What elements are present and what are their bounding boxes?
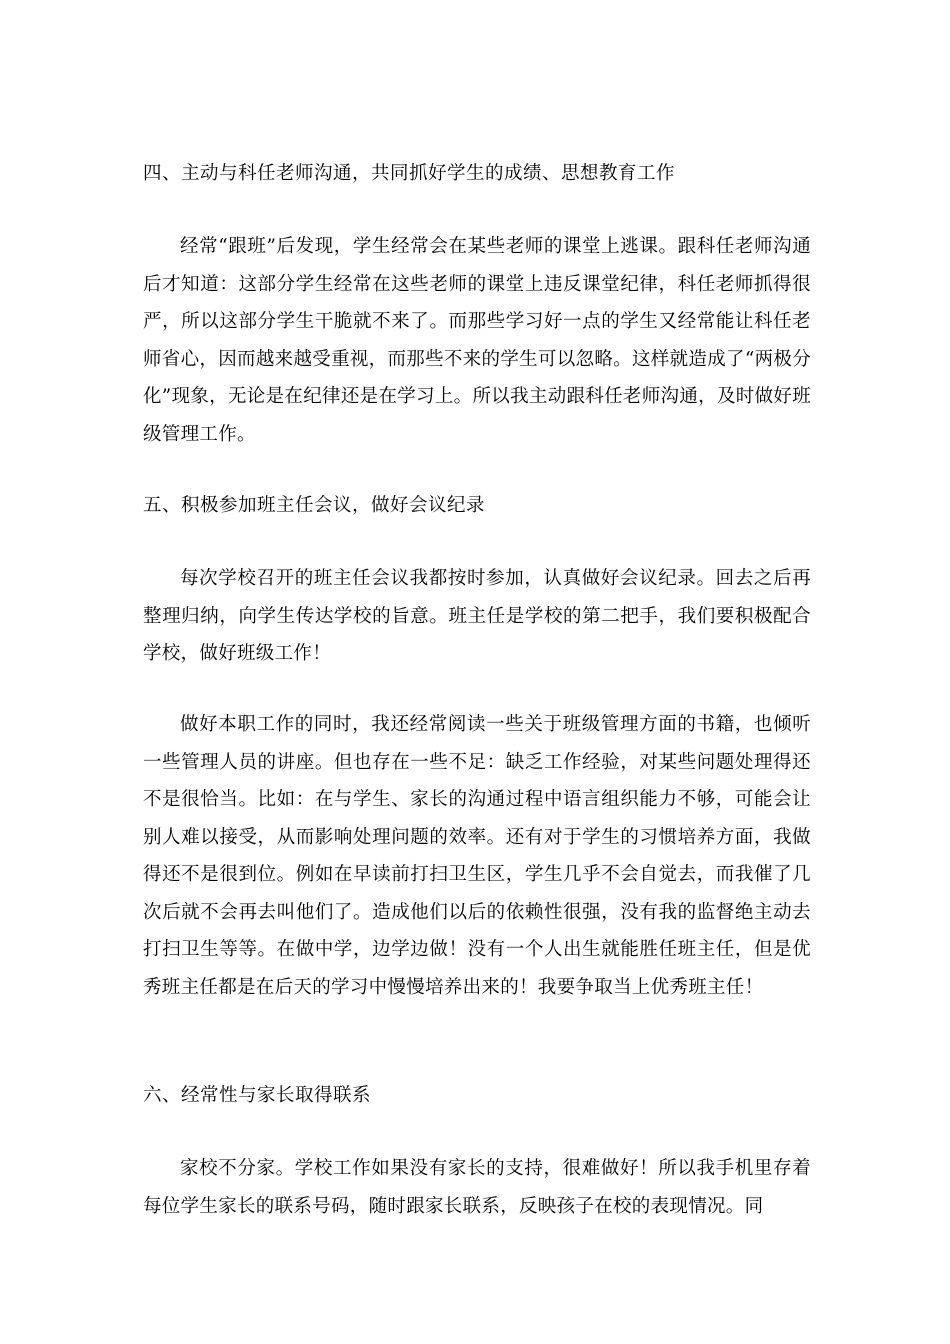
section-5-heading: 五、积极参加班主任会议，做好会议纪录	[143, 495, 486, 516]
section-4-paragraph: 经常“跟班”后发现，学生经常会在某些老师的课堂上逃课。跟科任老师沟通后才知道：这部分学生经常在这些老师的课堂上违反课堂纪律，科任老师抓得很严，所以这部分学生干脆就不来了。而那些学习好一点的学生又经常能让科任老师省心，因而越来越受重视，而那些不来的学生可以忽略。这样就造成了“两极分化”现象，无论是在纪律还是在学习上。所以我主动跟科任老师沟通，及时做好班级管理工作。	[143, 236, 811, 445]
section-6-paragraph: 家校不分家。学校工作如果没有家长的支持，很难做好！所以我手机里存着每位学生家长的联系号码，随时跟家长联系，反映孩子在校的表现情况。同	[143, 1158, 811, 1217]
section-4-heading: 四、主动与科任老师沟通，共同抓好学生的成绩、思想教育工作	[143, 163, 676, 184]
reflection-paragraph: 做好本职工作的同时，我还经常阅读一些关于班级管理方面的书籍，也倾听一些管理人员的讲座。但也存在一些不足：缺乏工作经验，对某些问题处理得还不是很恰当。比如：在与学生、家长的沟通过程中语言组织能力不够，可能会让别人难以接受，从而影响处理问题的效率。还有对于学生的习惯培养方面，我做得还不是很到位。例如在早读前打扫卫生区，学生几乎不会自觉去，而我催了几次后就不会再去叫他们了。造成他们以后的依赖性很强，没有我的监督绝主动去打扫卫生等等。在做中学，边学边做！没有一个人出生就能胜任班主任，但是优秀班主任都是在后天的学习中慢慢培养出来的！我要争取当上优秀班主任！	[143, 714, 811, 998]
section-5-paragraph: 每次学校召开的班主任会议我都按时参加，认真做好会议纪录。回去之后再整理归纳，向学生传达学校的旨意。班主任是学校的第二把手，我们要积极配合学校，做好班级工作！	[143, 568, 811, 664]
section-6-heading: 六、经常性与家长取得联系	[143, 1085, 372, 1106]
